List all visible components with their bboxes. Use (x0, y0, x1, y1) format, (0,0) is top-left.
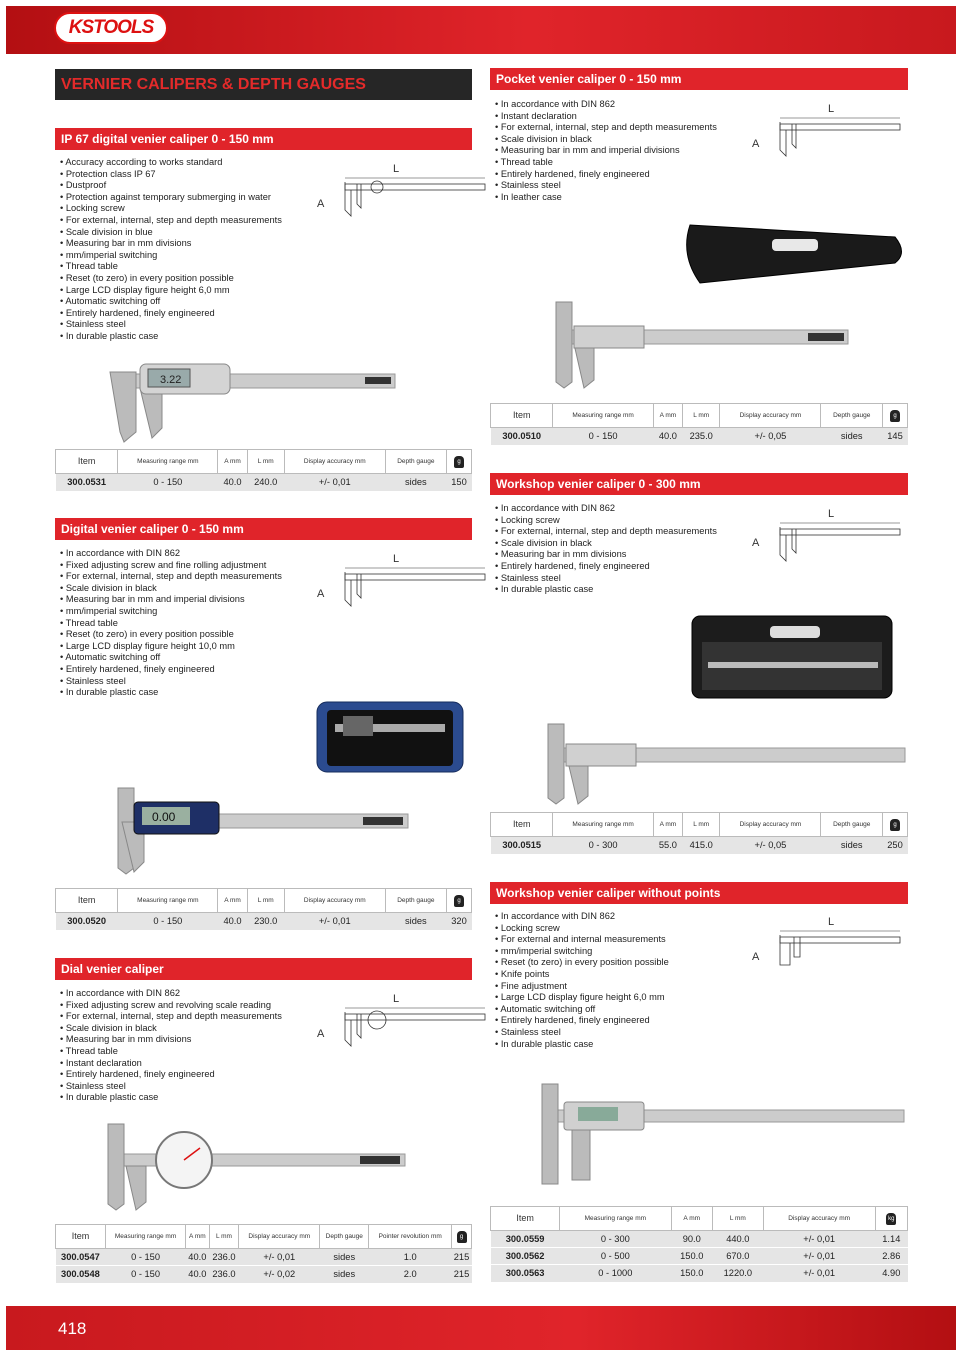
section-title-digital: Digital venier caliper 0 - 150 mm (55, 518, 472, 540)
table-header-cell: Depth gauge (385, 889, 446, 913)
table-header-cell: A mm (671, 1207, 712, 1231)
feature-item: • For external, internal, step and depth measurements (495, 122, 745, 134)
table-header-row (491, 404, 908, 428)
table-header-cell: Measuring range mm (560, 1207, 671, 1231)
table-cell: 40.0 (218, 474, 247, 491)
spec-table-nopoints (490, 1206, 908, 1282)
weight-badge: g (890, 819, 900, 831)
weight-badge: g (454, 895, 464, 907)
feature-item: • Instant declaration (495, 111, 745, 123)
feature-item: • Instant declaration (60, 1058, 310, 1070)
table-cell: sides (385, 913, 446, 930)
feature-item: • Automatic switching off (60, 296, 310, 308)
table-cell: 0 - 300 (560, 1231, 671, 1248)
table-cell: 320 (447, 913, 472, 930)
table-cell: +/- 0,01 (239, 1249, 320, 1266)
table-row (491, 1265, 908, 1282)
item-number: 300.0547 (56, 1249, 106, 1266)
feature-item: • In accordance with DIN 862 (60, 988, 310, 1000)
table-header-cell: Depth gauge (320, 1225, 369, 1249)
feature-item: • Locking screw (60, 203, 310, 215)
table-header-cell: Measuring range mm (118, 889, 218, 913)
table-header-cell: Depth gauge (821, 813, 883, 837)
case-photo-workshop (690, 614, 895, 700)
feature-item: • Stainless steel (495, 573, 745, 585)
feature-item: • In durable plastic case (495, 1039, 745, 1051)
table-header-cell: A mm (186, 1225, 209, 1249)
section-title-pocket: Pocket venier caliper 0 - 150 mm (490, 68, 908, 90)
table-cell: 235.0 (683, 428, 720, 445)
feature-item: • Measuring bar in mm divisions (60, 1034, 310, 1046)
leather-case-photo (680, 215, 910, 290)
section-title-ip67: IP 67 digital venier caliper 0 - 150 mm (55, 128, 472, 150)
table-cell: 670.0 (712, 1248, 763, 1265)
feature-item: • Entirely hardened, finely engineered (60, 308, 310, 320)
diagram-label-a: A (752, 537, 760, 549)
table-cell: 236.0 (209, 1249, 239, 1266)
table-header-cell: A mm (653, 813, 682, 837)
feature-item: • For external, internal, step and depth measurements (495, 526, 745, 538)
feature-item: • Thread table (60, 1046, 310, 1058)
feature-item: • Thread table (495, 157, 745, 169)
table-cell: 40.0 (653, 428, 682, 445)
feature-item: • Accuracy according to works standard (60, 157, 310, 169)
spec-table-pocket (490, 403, 908, 445)
weight-badge: g (457, 1231, 467, 1243)
footer-bar (6, 1306, 956, 1350)
diagram-label-a: A (752, 138, 760, 150)
feature-item: • Thread table (60, 261, 310, 273)
table-header-cell: A mm (218, 889, 247, 913)
spec-table-workshop (490, 812, 908, 854)
table-header-row (56, 1225, 472, 1249)
table-cell: +/- 0,01 (763, 1248, 875, 1265)
table-cell: sides (385, 474, 446, 491)
item-number: 300.0510 (491, 428, 553, 445)
case-photo-digital (315, 700, 465, 775)
table-cell: 0 - 150 (105, 1266, 185, 1283)
dimension-diagram (750, 505, 925, 565)
dimension-diagram (750, 100, 925, 160)
caliper-photo-nopoints (536, 1080, 908, 1192)
weight-icon (882, 813, 907, 837)
feature-list-pocket (495, 99, 745, 203)
section-title-dial: Dial venier caliper (55, 958, 472, 980)
table-header-cell: L mm (247, 450, 284, 474)
diagram-label-l: L (393, 553, 400, 565)
feature-item: • Fine adjustment (495, 981, 745, 993)
table-cell: 1220.0 (712, 1265, 763, 1282)
table-cell: sides (821, 837, 883, 854)
weight-badge: g (890, 410, 900, 422)
item-number: 300.0520 (56, 913, 118, 930)
table-row (491, 428, 908, 445)
caliper-photo-workshop (540, 718, 910, 808)
feature-item: • Entirely hardened, finely engineered (495, 1015, 745, 1027)
feature-item: • Measuring bar in mm and imperial divisions (495, 145, 745, 157)
table-cell: +/- 0,01 (763, 1231, 875, 1248)
feature-item: • Scale division in black (60, 583, 310, 595)
feature-item: • In accordance with DIN 862 (495, 503, 745, 515)
table-header-cell: Depth gauge (821, 404, 883, 428)
table-header-cell: Item (56, 889, 118, 913)
feature-item: • In durable plastic case (495, 584, 745, 596)
table-cell: 0 - 150 (105, 1249, 185, 1266)
table-header-cell: Item (491, 813, 553, 837)
weight-badge: kg (886, 1213, 896, 1225)
table-cell: 2.0 (369, 1266, 452, 1283)
table-cell: 236.0 (209, 1266, 239, 1283)
weight-badge: g (454, 456, 464, 468)
feature-item: • Knife points (495, 969, 745, 981)
table-header-cell: Item (56, 450, 118, 474)
feature-item: • Dustproof (60, 180, 310, 192)
feature-item: • For external, internal, step and depth measurements (60, 1011, 310, 1023)
table-row (56, 474, 472, 491)
feature-item: • Reset (to zero) in every position possible (495, 957, 745, 969)
table-row (56, 1249, 472, 1266)
table-header-cell: Display accuracy mm (284, 450, 385, 474)
item-number: 300.0559 (491, 1231, 560, 1248)
table-cell: 250 (882, 837, 907, 854)
table-header-cell: L mm (209, 1225, 239, 1249)
table-header-cell: Display accuracy mm (720, 813, 821, 837)
table-cell: +/- 0,01 (284, 913, 385, 930)
table-cell: +/- 0,05 (720, 837, 821, 854)
feature-item: • Scale division in black (495, 134, 745, 146)
feature-item: • mm/imperial switching (60, 250, 310, 262)
table-cell: 0 - 150 (118, 474, 218, 491)
table-header-cell: Display accuracy mm (239, 1225, 320, 1249)
feature-item: • Fixed adjusting screw and fine rolling adjustment (60, 560, 310, 572)
table-header-row (491, 1207, 908, 1231)
table-cell: 215 (452, 1266, 472, 1283)
table-cell: sides (320, 1249, 369, 1266)
feature-item: • mm/imperial switching (60, 606, 310, 618)
table-header-cell: Item (491, 404, 553, 428)
feature-item: • For external and internal measurements (495, 934, 745, 946)
table-cell: 150 (447, 474, 472, 491)
feature-item: • Measuring bar in mm and imperial divisions (60, 594, 310, 606)
table-header-cell: Item (56, 1225, 106, 1249)
feature-item: • mm/imperial switching (495, 946, 745, 958)
table-cell: 240.0 (247, 474, 284, 491)
dimension-diagram (315, 160, 490, 220)
table-header-cell: Display accuracy mm (763, 1207, 875, 1231)
feature-item: • Stainless steel (495, 180, 745, 192)
feature-item: • In durable plastic case (60, 1092, 310, 1104)
table-cell: sides (821, 428, 883, 445)
table-cell: 150.0 (671, 1248, 712, 1265)
item-number: 300.0563 (491, 1265, 560, 1282)
feature-item: • Automatic switching off (495, 1004, 745, 1016)
table-cell: 150.0 (671, 1265, 712, 1282)
feature-item: • Large LCD display figure height 10,0 mm (60, 641, 310, 653)
table-header-cell: Display accuracy mm (720, 404, 821, 428)
table-cell: 0 - 1000 (560, 1265, 671, 1282)
feature-item: • Entirely hardened, finely engineered (60, 664, 310, 676)
table-row (491, 1248, 908, 1265)
table-header-cell: A mm (653, 404, 682, 428)
caliper-photo-digital (108, 782, 413, 877)
table-row (56, 913, 472, 930)
weight-icon (452, 1225, 472, 1249)
feature-item: • Locking screw (495, 515, 745, 527)
table-header-cell: Measuring range mm (553, 404, 653, 428)
table-header-cell: Measuring range mm (118, 450, 218, 474)
diagram-label-a: A (317, 1028, 325, 1040)
table-header-cell: L mm (247, 889, 284, 913)
table-cell: 0 - 500 (560, 1248, 671, 1265)
feature-item: • Reset (to zero) in every position possible (60, 629, 310, 641)
feature-item: • Stainless steel (60, 676, 310, 688)
page-title: VERNIER CALIPERS & DEPTH GAUGES (55, 69, 472, 100)
item-number: 300.0548 (56, 1266, 106, 1283)
lcd-reading: 3.22 (160, 374, 182, 386)
weight-icon (875, 1207, 907, 1231)
feature-item: • Entirely hardened, finely engineered (495, 561, 745, 573)
feature-item: • Fixed adjusting screw and revolving scale reading (60, 1000, 310, 1012)
dimension-diagram (750, 913, 925, 973)
feature-item: • Measuring bar in mm divisions (60, 238, 310, 250)
section-title-nopoints: Workshop venier caliper without points (490, 882, 908, 904)
table-cell: 2.86 (875, 1248, 907, 1265)
table-cell: 40.0 (218, 913, 247, 930)
table-cell: +/- 0,01 (763, 1265, 875, 1282)
feature-item: • Protection against temporary submerging in water (60, 192, 310, 204)
feature-item: • Stainless steel (495, 1027, 745, 1039)
feature-item: • In durable plastic case (60, 687, 310, 699)
item-number: 300.0515 (491, 837, 553, 854)
feature-item: • Large LCD display figure height 6,0 mm (495, 992, 745, 1004)
table-cell: +/- 0,05 (720, 428, 821, 445)
table-cell: 40.0 (186, 1266, 209, 1283)
table-cell: 40.0 (186, 1249, 209, 1266)
diagram-label-a: A (752, 951, 760, 963)
table-cell: 215 (452, 1249, 472, 1266)
dimension-diagram (315, 990, 490, 1050)
table-header-cell: Measuring range mm (105, 1225, 185, 1249)
table-cell: 1.14 (875, 1231, 907, 1248)
feature-item: • Entirely hardened, finely engineered (495, 169, 745, 181)
table-row (491, 837, 908, 854)
feature-list-nopoints (495, 911, 745, 1050)
diagram-label-a: A (317, 198, 325, 210)
feature-item: • Stainless steel (60, 319, 310, 331)
table-row (491, 1231, 908, 1248)
feature-item: • Large LCD display figure height 6,0 mm (60, 285, 310, 297)
table-cell: 0 - 150 (553, 428, 653, 445)
diagram-label-l: L (393, 163, 400, 175)
table-header-cell: Pointer revolution mm (369, 1225, 452, 1249)
feature-item: • In accordance with DIN 862 (495, 99, 745, 111)
table-cell: 0 - 150 (118, 913, 218, 930)
table-header-row (56, 450, 472, 474)
diagram-label-l: L (828, 916, 835, 928)
feature-list-digital (60, 548, 310, 699)
table-cell: 4.90 (875, 1265, 907, 1282)
diagram-label-l: L (828, 103, 835, 115)
table-cell: 1.0 (369, 1249, 452, 1266)
table-cell: 230.0 (247, 913, 284, 930)
feature-item: • Reset (to zero) in every position possible (60, 273, 310, 285)
table-row (56, 1266, 472, 1283)
feature-item: • Locking screw (495, 923, 745, 935)
table-cell: +/- 0,02 (239, 1266, 320, 1283)
caliper-photo-dial (100, 1120, 410, 1215)
table-header-cell: Measuring range mm (553, 813, 653, 837)
feature-item: • In accordance with DIN 862 (60, 548, 310, 560)
diagram-label-l: L (828, 508, 835, 520)
feature-item: • In accordance with DIN 862 (495, 911, 745, 923)
weight-icon (882, 404, 907, 428)
spec-table-digital (55, 888, 472, 930)
table-cell: 90.0 (671, 1231, 712, 1248)
table-header-row (491, 813, 908, 837)
table-cell: 440.0 (712, 1231, 763, 1248)
feature-item: • Measuring bar in mm divisions (495, 549, 745, 561)
table-header-cell: Display accuracy mm (284, 889, 385, 913)
spec-table-ip67 (55, 449, 472, 491)
brand-logo: KSTOOLS (54, 12, 168, 44)
table-cell: +/- 0,01 (284, 474, 385, 491)
feature-list-workshop (495, 503, 745, 596)
feature-item: • In durable plastic case (60, 331, 310, 343)
table-cell: 0 - 300 (553, 837, 653, 854)
caliper-photo-ip67 (100, 352, 400, 447)
weight-icon (447, 450, 472, 474)
table-header-cell: Depth gauge (385, 450, 446, 474)
page-number: 418 (58, 1319, 87, 1338)
weight-icon (447, 889, 472, 913)
feature-item: • Thread table (60, 618, 310, 630)
caliper-photo-pocket (548, 298, 853, 393)
table-cell: sides (320, 1266, 369, 1283)
feature-list-ip67 (60, 157, 310, 343)
feature-item: • Entirely hardened, finely engineered (60, 1069, 310, 1081)
feature-item: • Protection class IP 67 (60, 169, 310, 181)
feature-item: • For external, internal, step and depth measurements (60, 215, 310, 227)
diagram-label-l: L (393, 993, 400, 1005)
section-title-workshop: Workshop venier caliper 0 - 300 mm (490, 473, 908, 495)
feature-item: • For external, internal, step and depth measurements (60, 571, 310, 583)
feature-item: • Scale division in blue (60, 227, 310, 239)
table-cell: 415.0 (683, 837, 720, 854)
feature-item: • Automatic switching off (60, 652, 310, 664)
diagram-label-a: A (317, 588, 325, 600)
lcd-reading: 0.00 (152, 810, 176, 824)
table-header-cell: L mm (683, 813, 720, 837)
table-header-row (56, 889, 472, 913)
table-header-cell: L mm (683, 404, 720, 428)
feature-list-dial (60, 988, 310, 1104)
table-header-cell: L mm (712, 1207, 763, 1231)
table-cell: 145 (882, 428, 907, 445)
dimension-diagram (315, 550, 490, 610)
item-number: 300.0562 (491, 1248, 560, 1265)
feature-item: • Stainless steel (60, 1081, 310, 1093)
feature-item: • In leather case (495, 192, 745, 204)
feature-item: • Scale division in black (495, 538, 745, 550)
table-cell: 55.0 (653, 837, 682, 854)
item-number: 300.0531 (56, 474, 118, 491)
feature-item: • Scale division in black (60, 1023, 310, 1035)
table-header-cell: Item (491, 1207, 560, 1231)
spec-table-dial (55, 1224, 472, 1283)
table-header-cell: A mm (218, 450, 247, 474)
